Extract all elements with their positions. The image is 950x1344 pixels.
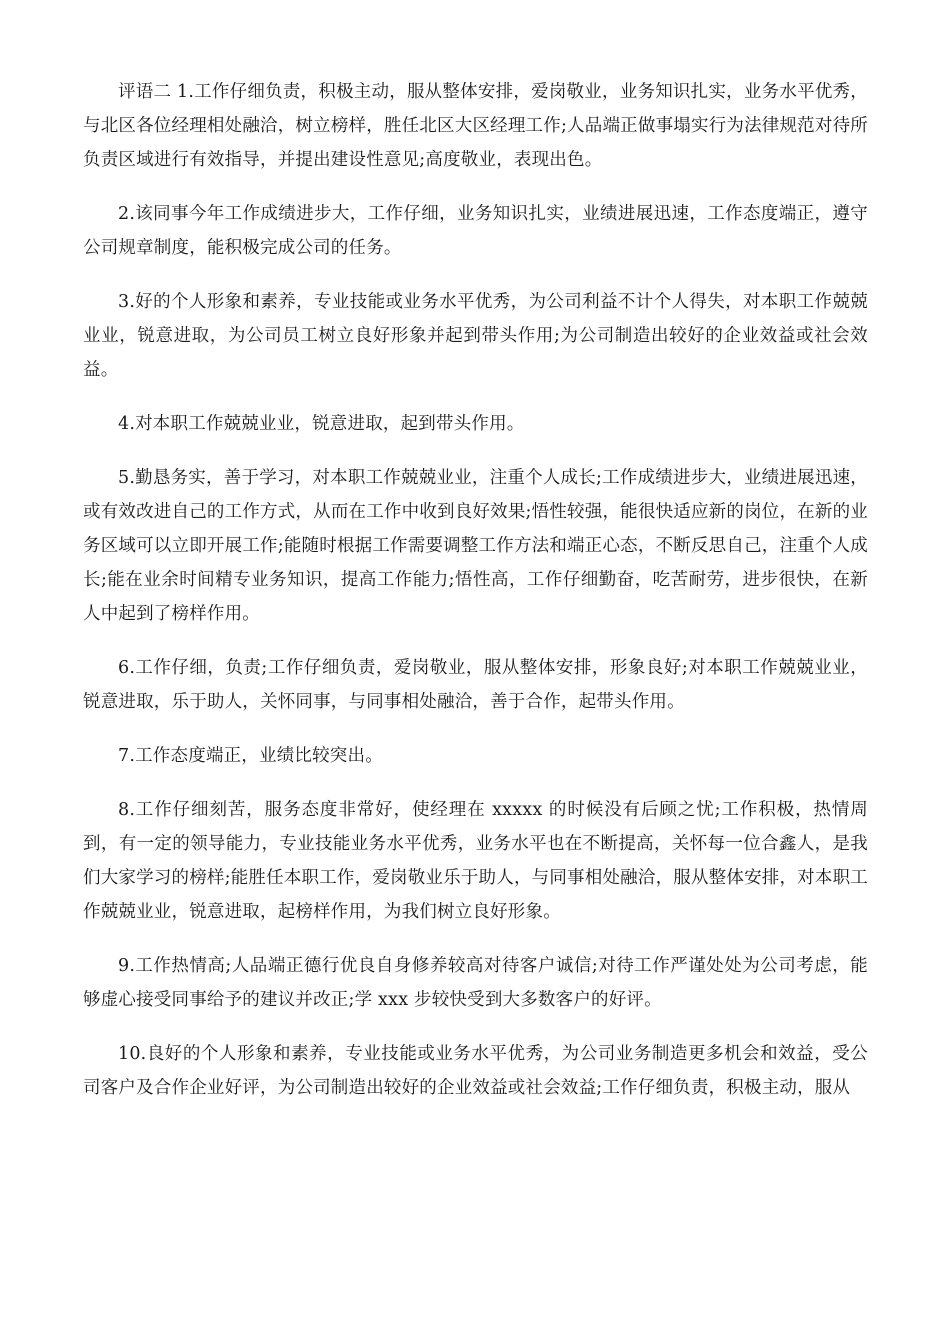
paragraph-10: 10.良好的个人形象和素养，专业技能或业务水平优秀，为公司业务制造更多机会和效益，受公司客户及合作企业好评，为公司制造出较好的企业效益或社会效益;工作仔细负责，积极主动，服从 (83, 1044, 868, 1098)
paragraph-7: 7.工作态度端正，业绩比较突出。 (118, 746, 383, 766)
paragraph-5: 5.勤恳务实，善于学习，对本职工作兢兢业业，注重个人成长;工作成绩进步大，业绩进展迅速，或有效改进自己的工作方式，从而在工作中收到良好效果;悟性较强，能很快适应新的岗位，在新的业务区域可以立即开展工作;能随时根据工作需要调整工作方法和端正心态，不断反思自己，注重个人成长;能在业余时间精专业务知识，提高工作能力;悟性高，工作仔细勤奋，吃苦耐劳，进步很快，在新人中起到了榜样作用。 (83, 468, 868, 624)
document-body (83, 75, 868, 1125)
paragraph-1: 评语二 1.工作仔细负责，积极主动，服从整体安排，爱岗敬业，业务知识扎实，业务水平优秀，与北区各位经理相处融洽，树立榜样，胜任北区大区经理工作;人品端正做事塌实行为法律规范对待所负责区域进行有效指导，并提出建设性意见;高度敬业，表现出色。 (83, 82, 868, 170)
paragraph-2: 2.该同事今年工作成绩进步大，工作仔细，业务知识扎实，业绩进展迅速，工作态度端正，遵守公司规章制度，能积极完成公司的任务。 (83, 204, 868, 258)
paragraph-6: 6.工作仔细，负责;工作仔细负责，爱岗敬业，服从整体安排，形象良好;对本职工作兢兢业业，锐意进取，乐于助人，关怀同事，与同事相处融洽，善于合作，起带头作用。 (83, 658, 868, 712)
paragraph-3: 3.好的个人形象和素养，专业技能或业务水平优秀，为公司利益不计个人得失，对本职工作兢兢业业，锐意进取，为公司员工树立良好形象并起到带头作用;为公司制造出较好的企业效益或社会效益。 (83, 292, 868, 380)
paragraph-8: 8.工作仔细刻苦，服务态度非常好，使经理在 xxxxx 的时候没有后顾之忧;工作积极，热情周到，有一定的领导能力，专业技能业务水平优秀，业务水平也在不断提高，关怀每一位合鑫人，是我们大家学习的榜样;能胜任本职工作，爱岗敬业乐于助人，与同事相处融洽，服从整体安排，对本职工作兢兢业业，锐意进取，起榜样作用，为我们树立良好形象。 (83, 800, 868, 922)
paragraph-4: 4.对本职工作兢兢业业，锐意进取，起到带头作用。 (118, 414, 525, 434)
paragraph-9: 9.工作热情高;人品端正德行优良自身修养较高对待客户诚信;对待工作严谨处处为公司考虑，能够虚心接受同事给予的建议并改正;学 xxx 步较快受到大多数客户的好评。 (83, 956, 868, 1010)
